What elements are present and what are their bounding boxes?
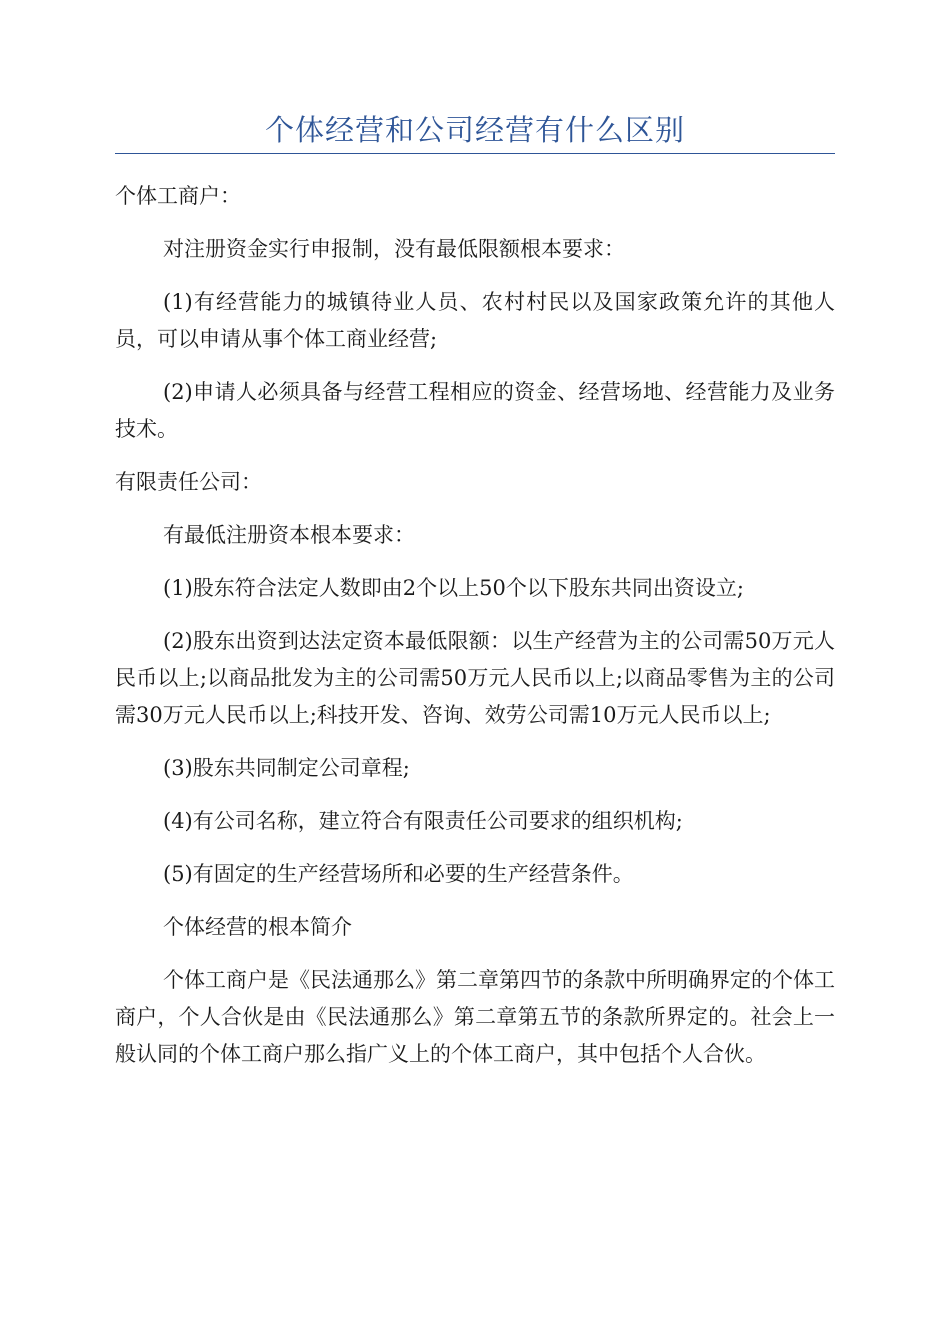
section-heading-llc: 有限责任公司：: [115, 470, 262, 494]
list-item: (2)股东出资到达法定资本最低限额：以生产经营为主的公司需50万元人民币以上;以商品批发为主的公司需50万元人民币以上;以商品零售为主的公司需30万元人民币以上;科技开发、咨询、效劳公司需10万元人民币以上;: [115, 629, 835, 727]
list-item: (2)申请人必须具备与经营工程相应的资金、经营场地、经营能力及业务技术。: [115, 380, 835, 441]
section-heading-individual: 个体工商户：: [115, 184, 241, 208]
paragraph: 有最低注册资本根本要求：: [163, 523, 415, 547]
list-item: (3)股东共同制定公司章程;: [163, 756, 410, 780]
title-underline: [115, 153, 835, 154]
paragraph: 对注册资金实行申报制，没有最低限额根本要求：: [163, 237, 625, 261]
list-item: (1)股东符合法定人数即由2个以上50个以下股东共同出资设立;: [163, 576, 744, 600]
document-title: 个体经营和公司经营有什么区别: [264, 113, 685, 147]
document-body: [115, 178, 835, 1073]
list-item: (1)有经营能力的城镇待业人员、农村村民以及国家政策允许的其他人员，可以申请从事个体工商业经营;: [115, 290, 835, 351]
list-item: (5)有固定的生产经营场所和必要的生产经营条件。: [163, 862, 634, 886]
subsection-heading: 个体经营的根本简介: [163, 915, 352, 939]
paragraph: 个体工商户是《民法通那么》第二章第四节的条款中所明确界定的个体工商户，个人合伙是由《民法通那么》第二章第五节的条款所界定的。社会上一般认同的个体工商户那么指广义上的个体工商户，其中包括个人合伙。: [115, 968, 835, 1066]
list-item: (4)有公司名称，建立符合有限责任公司要求的组织机构;: [163, 809, 683, 833]
